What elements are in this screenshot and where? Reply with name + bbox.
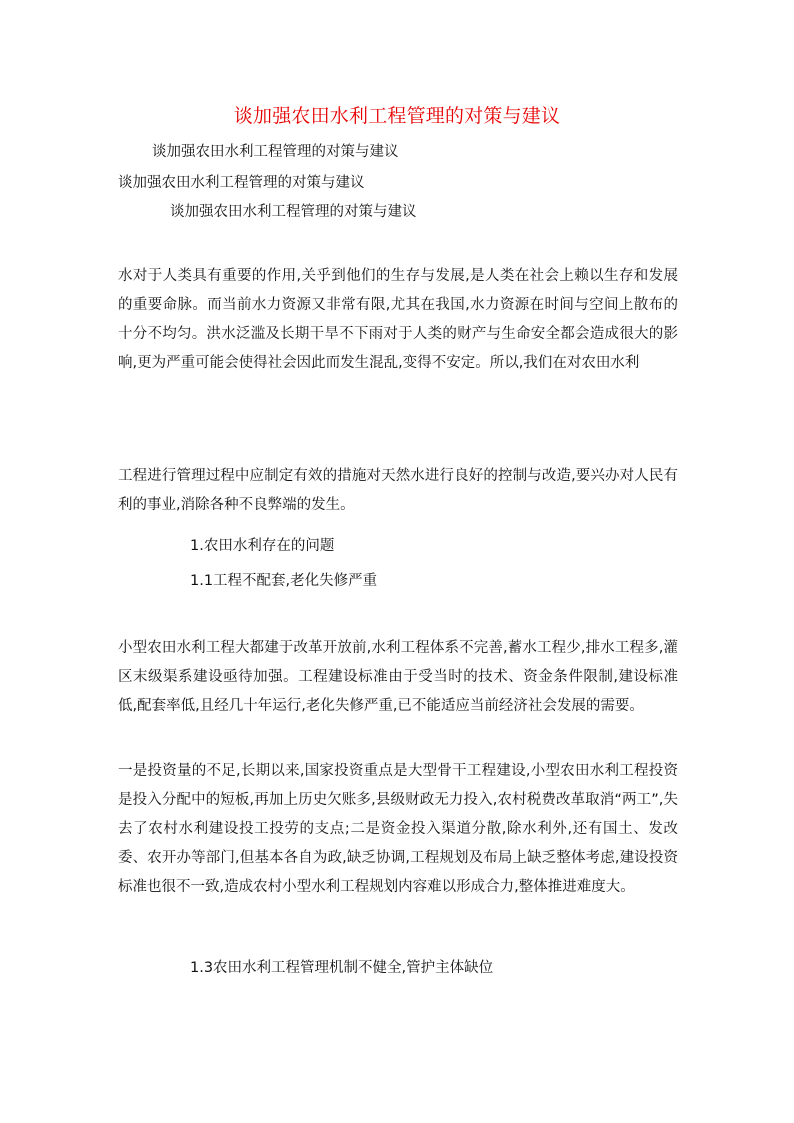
paragraph-management: 工程进行管理过程中应制定有效的措施对天然水进行良好的控制与改造,要兴办对人民有利的事业,消除各种不良弊端的发生。 <box>118 468 678 513</box>
paragraph-infrastructure: 小型农田水利工程大都建于改革开放前,水利工程体系不完善,蓄水工程少,排水工程多,灌区末级渠系建设亟待加强。工程建设标准由于受当时的技术、资金条件限制,建设标准低,配套率低,且经几十年运行,老化失修严重,已不能适应当前经济社会发展的需要。 <box>118 640 678 714</box>
subtitle-2: 谈加强农田水利工程管理的对策与建议 <box>118 175 365 191</box>
paragraph-investment: 一是投资量的不足,长期以来,国家投资重点是大型骨干工程建设,小型农田水利工程投资是投入分配中的短板,再加上历史欠账多,县级财政无力投入,农村税费改革取消“两工”,失去了农村水利建设投工投劳的支点;二是资金投入渠道分散,除水利外,还有国土、发改委、农开办等部门,但基本各自为政,缺乏协调,工程规划及布局上缺乏整体考虑,建设投资标准也很不一致,造成农村小型水利工程规划内容难以形成合力,整体推进难度大。 <box>118 763 678 895</box>
subtitle-3: 谈加强农田水利工程管理的对策与建议 <box>170 204 417 220</box>
subtitle-1: 谈加强农田水利工程管理的对策与建议 <box>152 144 399 160</box>
section-heading-1-1: 1.1工程不配套,老化失修严重 <box>190 573 378 589</box>
section-heading-1-3: 1.3农田水利工程管理机制不健全,管护主体缺位 <box>190 960 494 976</box>
document-title: 谈加强农田水利工程管理的对策与建议 <box>233 105 561 127</box>
paragraph-intro: 水对于人类具有重要的作用,关乎到他们的生存与发展,是人类在社会上赖以生存和发展的重要命脉。而当前水力资源又非常有限,尤其在我国,水力资源在时间与空间上散布的十分不均匀。洪水泛滥及长期干旱不下雨对于人类的财产与生命安全都会造成很大的影响,更为严重可能会使得社会因此而发生混乱,变得不安定。所以,我们在对农田水利 <box>118 268 678 371</box>
section-heading-1: 1.农田水利存在的问题 <box>190 538 335 554</box>
